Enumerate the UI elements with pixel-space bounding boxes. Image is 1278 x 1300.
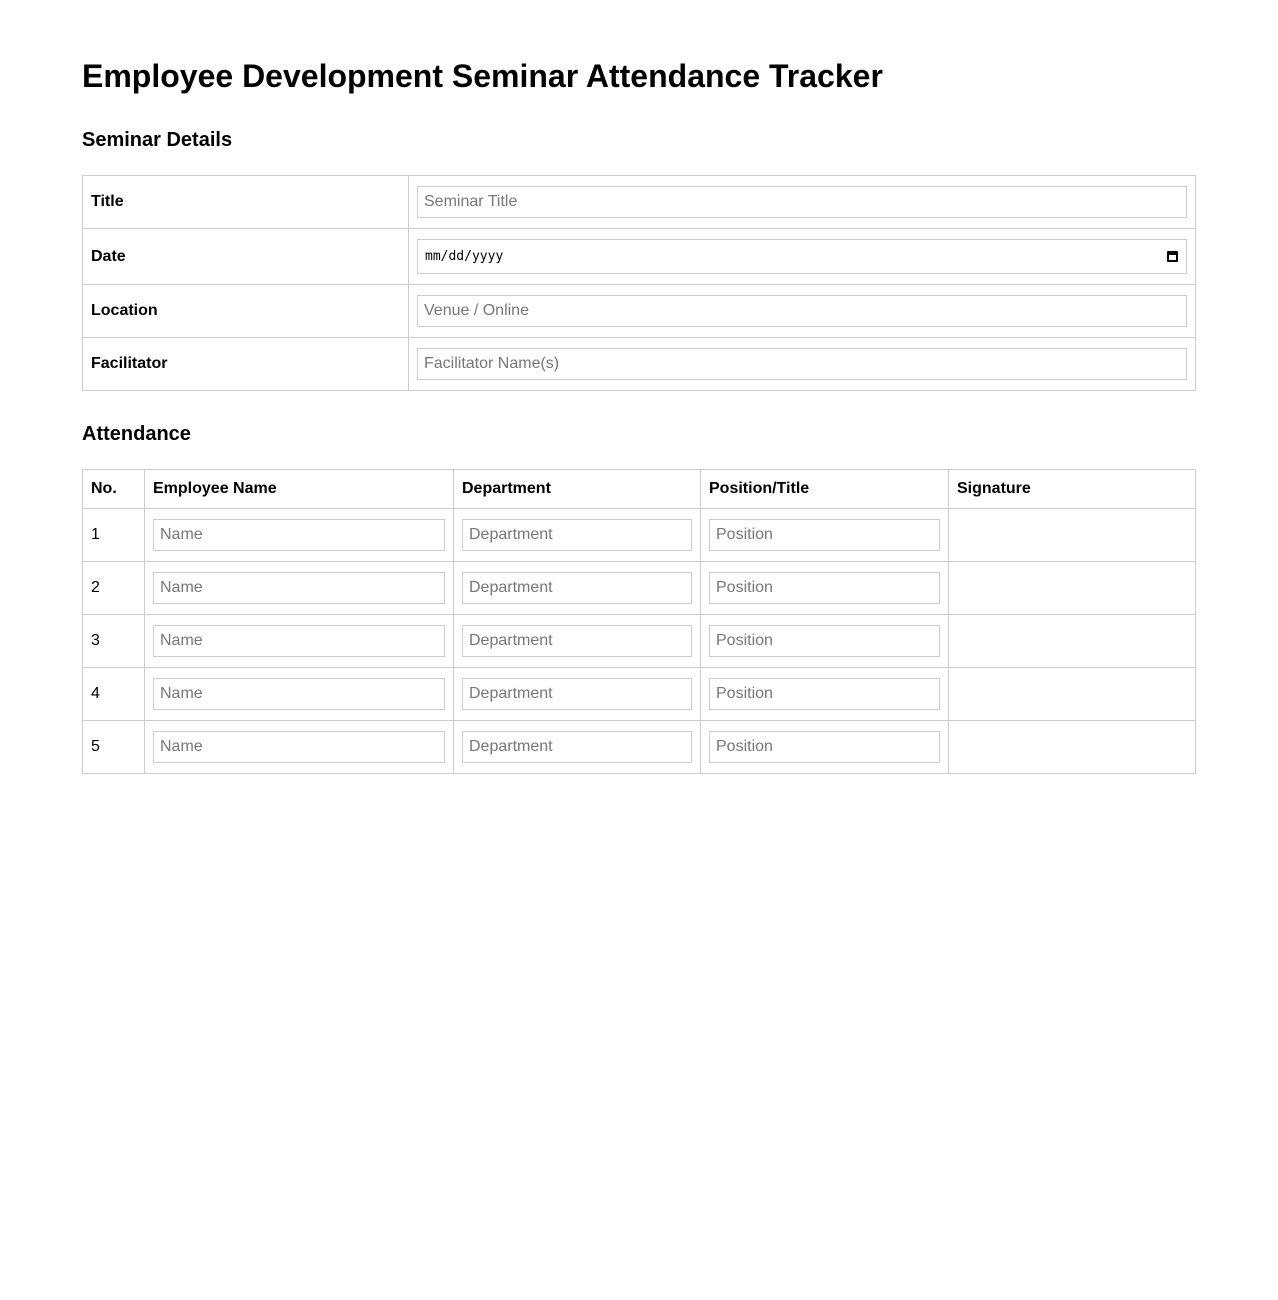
seminar-details-table [82,175,1196,391]
location-input[interactable] [417,295,1187,327]
seminar-title-input[interactable] [417,186,1187,218]
employee-name-input[interactable] [153,572,445,604]
employee-name-input[interactable] [153,731,445,763]
seminar-details-heading: Seminar Details [82,129,233,151]
date-placeholder: mm/dd/yyyy [425,249,504,264]
signature-cell [949,721,1196,774]
signature-cell [949,668,1196,721]
column-header-position: Position/Title [701,470,949,509]
position-input[interactable] [709,731,940,763]
attendance-table [82,469,1196,774]
position-input[interactable] [709,519,940,551]
title-label: Title [83,176,409,229]
employee-name-input[interactable] [153,519,445,551]
facilitator-input[interactable] [417,348,1187,380]
table-row [83,562,1196,615]
attendance-heading: Attendance [82,423,191,445]
column-header-signature: Signature [949,470,1196,509]
table-row [83,668,1196,721]
date-label: Date [83,229,409,285]
row-number: 1 [83,509,145,562]
facilitator-label: Facilitator [83,338,409,391]
position-input[interactable] [709,572,940,604]
calendar-icon[interactable] [1167,251,1178,262]
department-input[interactable] [462,519,692,551]
signature-cell [949,562,1196,615]
department-input[interactable] [462,572,692,604]
table-row [83,721,1196,774]
employee-name-input[interactable] [153,625,445,657]
row-number: 4 [83,668,145,721]
position-input[interactable] [709,678,940,710]
page-title: Employee Development Seminar Attendance Tracker [82,58,883,94]
row-number: 5 [83,721,145,774]
position-input[interactable] [709,625,940,657]
row-number: 2 [83,562,145,615]
column-header-employee-name: Employee Name [145,470,454,509]
column-header-no: No. [83,470,145,509]
table-row [83,615,1196,668]
signature-cell [949,509,1196,562]
row-number: 3 [83,615,145,668]
employee-name-input[interactable] [153,678,445,710]
signature-cell [949,615,1196,668]
column-header-department: Department [454,470,701,509]
location-label: Location [83,285,409,338]
date-input[interactable] [417,239,1187,274]
department-input[interactable] [462,678,692,710]
table-row [83,509,1196,562]
department-input[interactable] [462,731,692,763]
department-input[interactable] [462,625,692,657]
